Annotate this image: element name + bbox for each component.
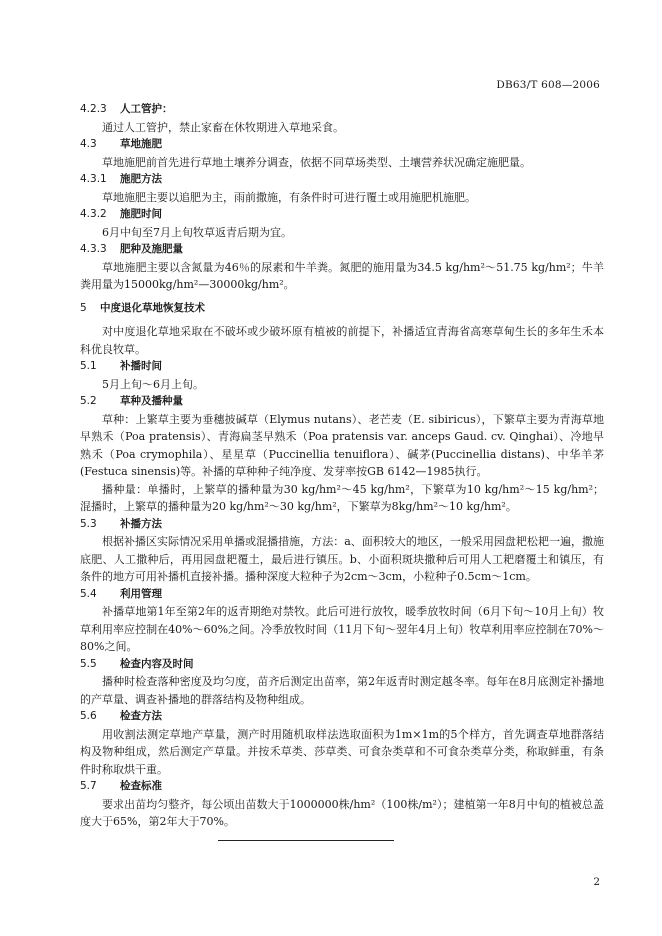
section-number: 5.6 [80, 710, 97, 722]
section-title: 施肥时间 [120, 208, 162, 220]
section-heading [80, 171, 604, 189]
section-heading [80, 101, 604, 119]
section-number: 4.3.2 [80, 208, 107, 220]
paragraph: 播种量：单播时，上繁草的播种量为30 kg/hm²～45 kg/hm²，下繁草为10 kg/hm²～15 kg/hm²；混播时，上繁草的播种量为20 kg/hm²～30 kg/hm²，下繁草为8kg/hm²～10 kg/hm²。 [80, 482, 604, 513]
section-title: 检查内容及时间 [120, 657, 194, 670]
paragraph: 播种时检查落种密度及均匀度，苗齐后测定出苗率，第2年返青时测定越冬率。每年在8月底测定补播地的产草量、调查补播地的群落结构及物种组成。 [80, 675, 604, 706]
section-title: 施肥方法 [120, 173, 162, 185]
section-number: 5.3 [80, 517, 97, 530]
section-title: 检查方法 [120, 710, 162, 722]
paragraph: 用收割法测定草地产草量，测产时用随机取样法选取面积为1m×1m的5个样方，首先调查草地群落结构及物种组成，然后测定产草量。并按禾草类、莎草类、可食杂类草和不可食杂类草分类，称取鲜重，有条件时称取烘干重。 [80, 727, 604, 776]
section-number: 4.3.1 [80, 173, 107, 185]
section-title: 人工管护： [120, 103, 173, 115]
section-number: 4.3 [80, 138, 97, 150]
section-title: 补播方法 [120, 517, 162, 530]
paragraph: 通过人工管护，禁止家畜在休牧期进入草地采食。 [102, 120, 344, 134]
section-title: 草种及播种量 [120, 395, 183, 407]
chapter-title: 中度退化草地恢复技术 [100, 301, 205, 314]
page-number: 2 [593, 876, 600, 888]
section-number: 5.1 [80, 360, 97, 372]
section-number: 4.3.3 [80, 243, 107, 255]
section-number: 5.4 [80, 587, 97, 600]
paragraph: 对中度退化草地采取在不破坏或少破坏原有植被的前提下，补播适宜青海省高寒草甸生长的多年生禾本科优良牧草。 [80, 325, 604, 356]
section-number: 5.7 [80, 780, 97, 792]
section-title: 肥种及施肥量 [120, 243, 183, 255]
section-title: 草地施肥 [120, 138, 162, 150]
paragraph: 草地施肥主要以含氮量为46％的尿素和牛羊粪。氮肥的施用量为34.5 kg/hm²～51.75 kg/hm²；牛羊粪用量为15000kg/hm²—30000kg/hm²。 [80, 260, 604, 291]
paragraph: 补播草地第1年至第2年的返青期绝对禁牧。此后可进行放牧，暖季放牧时间（6月下旬～10月上旬）牧草利用率应控制在40%～60%之间。冷季放牧时间（11月下旬～翌年4月上旬）牧草利用率应控制在70%～80%之间。 [80, 605, 604, 653]
section-heading [80, 206, 604, 224]
paragraph: 要求出苗均匀整齐，每公顷出苗数大于1000000株/hm²（100株/m²）；建植第一年8月中旬的植被总盖度大于65%，第2年大于70%。 [80, 797, 604, 828]
paragraph: 根据补播区实际情况采用单播或混播措施，方法：a、面积较大的地区，一般采用园盘耙松耙一遍，撒施底肥、人工撒种后，再用园盘耙覆土，最后进行镇压。b、小面积斑块撒种后可用人工耙磨覆土和镇压，有条件的地方可用补播机直接补播。播种深度大粒种子为2cm～3cm，小粒种子0.5cm～1cm。 [80, 535, 604, 583]
paragraph: 5月上旬～6月上旬。 [102, 377, 204, 391]
paragraph: 草地施肥前首先进行草地土壤养分调查，依据不同草场类型、土壤营养状况确定施肥量。 [102, 155, 531, 169]
paragraph: 6月中旬至7月上旬牧草返青后期为宜。 [102, 225, 292, 239]
section-heading [80, 708, 604, 726]
section-heading [80, 516, 604, 534]
section-heading [80, 778, 604, 796]
paragraph: 草种：上繁草主要为垂穗披碱草（Elymus nutans）、老芒麦（E. sibiricus），下繁草主要为青海草地早熟禾（Poa pratensis）、青海扁茎早熟禾（Poa pratensis var. anceps Gaud. cv. Qinghai）、冷地早熟禾（Poa crymophila）、星星草（Puccinellia tenuiflora）、碱茅(Puccinellia distans)、中华羊茅(Festuca sinensis)等。补播的草种种子纯净度、发芽率按GB 6142—1985执行。 [80, 412, 604, 478]
section-heading [80, 241, 604, 259]
section-heading [80, 656, 604, 674]
section-heading [80, 586, 604, 604]
paragraph: 草地施肥主要以追肥为主，雨前撒施，有条件时可进行覆土或用施肥机施肥。 [102, 190, 476, 204]
document-body [80, 101, 604, 831]
chapter-number: 5 [80, 301, 87, 314]
section-title: 补播时间 [120, 360, 162, 372]
section-heading [80, 393, 604, 411]
section-title: 检查标准 [120, 780, 162, 792]
section-heading [80, 358, 604, 376]
section-number: 4.2.3 [80, 103, 107, 115]
section-heading [80, 136, 604, 154]
end-rule [218, 840, 394, 841]
document-id: DB63/T 608—2006 [496, 79, 600, 91]
section-title: 利用管理 [120, 587, 162, 600]
section-number: 5.2 [80, 395, 97, 407]
section-number: 5.5 [80, 657, 97, 670]
chapter-heading [80, 300, 604, 318]
